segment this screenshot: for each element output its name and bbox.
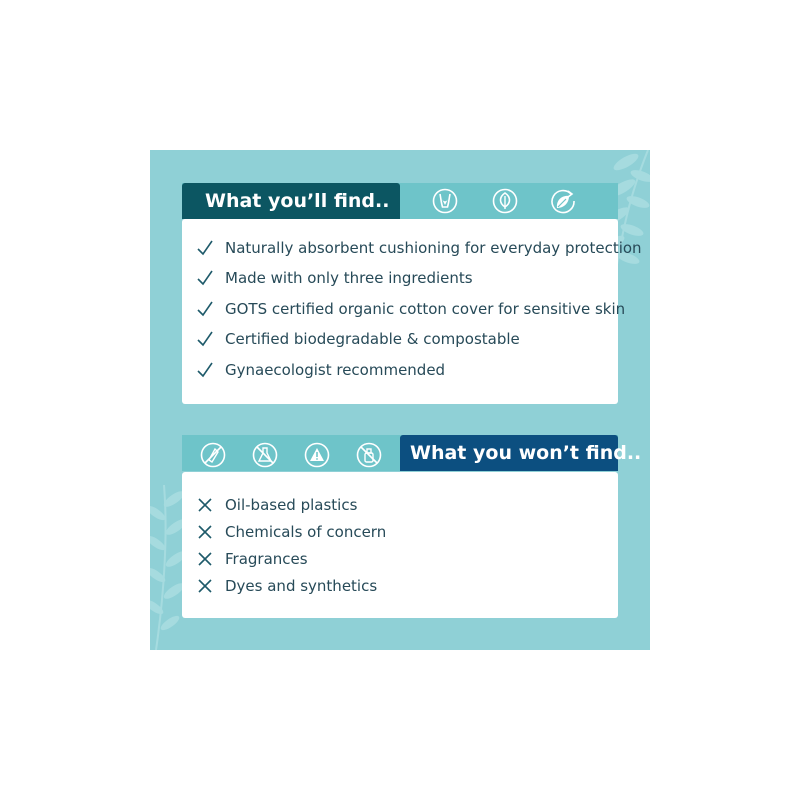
leaf-icon — [492, 188, 518, 214]
list-item — [182, 359, 445, 381]
found-list-card — [182, 219, 642, 404]
checkmark-icon — [195, 360, 215, 380]
list-item — [182, 267, 473, 289]
list-item — [182, 328, 520, 350]
not-found-list-card — [182, 472, 618, 618]
list-item — [182, 548, 308, 570]
no-fragrance-spray-icon — [356, 442, 382, 468]
checkmark-icon — [195, 299, 215, 319]
found-section-title: What you’ll find.. — [182, 183, 400, 219]
list-item-text: Oil-based plastics — [225, 496, 358, 514]
list-item-text: GOTS certified organic cotton cover for sensitive skin — [225, 300, 626, 318]
list-item-text: Dyes and synthetics — [225, 577, 378, 595]
body-icon — [432, 188, 458, 214]
list-item — [182, 575, 377, 597]
no-chemical-flask-icon — [252, 442, 278, 468]
checkmark-icon — [195, 329, 215, 349]
infographic-panel — [150, 150, 650, 650]
list-item — [182, 237, 642, 259]
list-item — [182, 298, 625, 320]
no-plastic-icon — [200, 442, 226, 468]
list-item-text: Naturally absorbent cushioning for everyday protection — [225, 239, 642, 257]
cross-icon — [195, 549, 215, 569]
list-item-text: Made with only three ingredients — [225, 269, 473, 287]
list-item-text: Chemicals of concern — [225, 523, 387, 541]
list-item — [182, 494, 357, 516]
cross-icon — [195, 495, 215, 515]
checkmark-icon — [195, 238, 215, 258]
cross-icon — [195, 522, 215, 542]
no-warning-icon — [304, 442, 330, 468]
list-item-text: Certified biodegradable & compostable — [225, 330, 520, 348]
recycle-leaf-icon — [550, 188, 576, 214]
checkmark-icon — [195, 268, 215, 288]
cross-icon — [195, 576, 215, 596]
list-item-text: Gynaecologist recommended — [225, 361, 446, 379]
list-item — [182, 521, 386, 543]
not-found-section-title: What you won’t find.. — [400, 435, 618, 471]
list-item-text: Fragrances — [225, 550, 308, 568]
